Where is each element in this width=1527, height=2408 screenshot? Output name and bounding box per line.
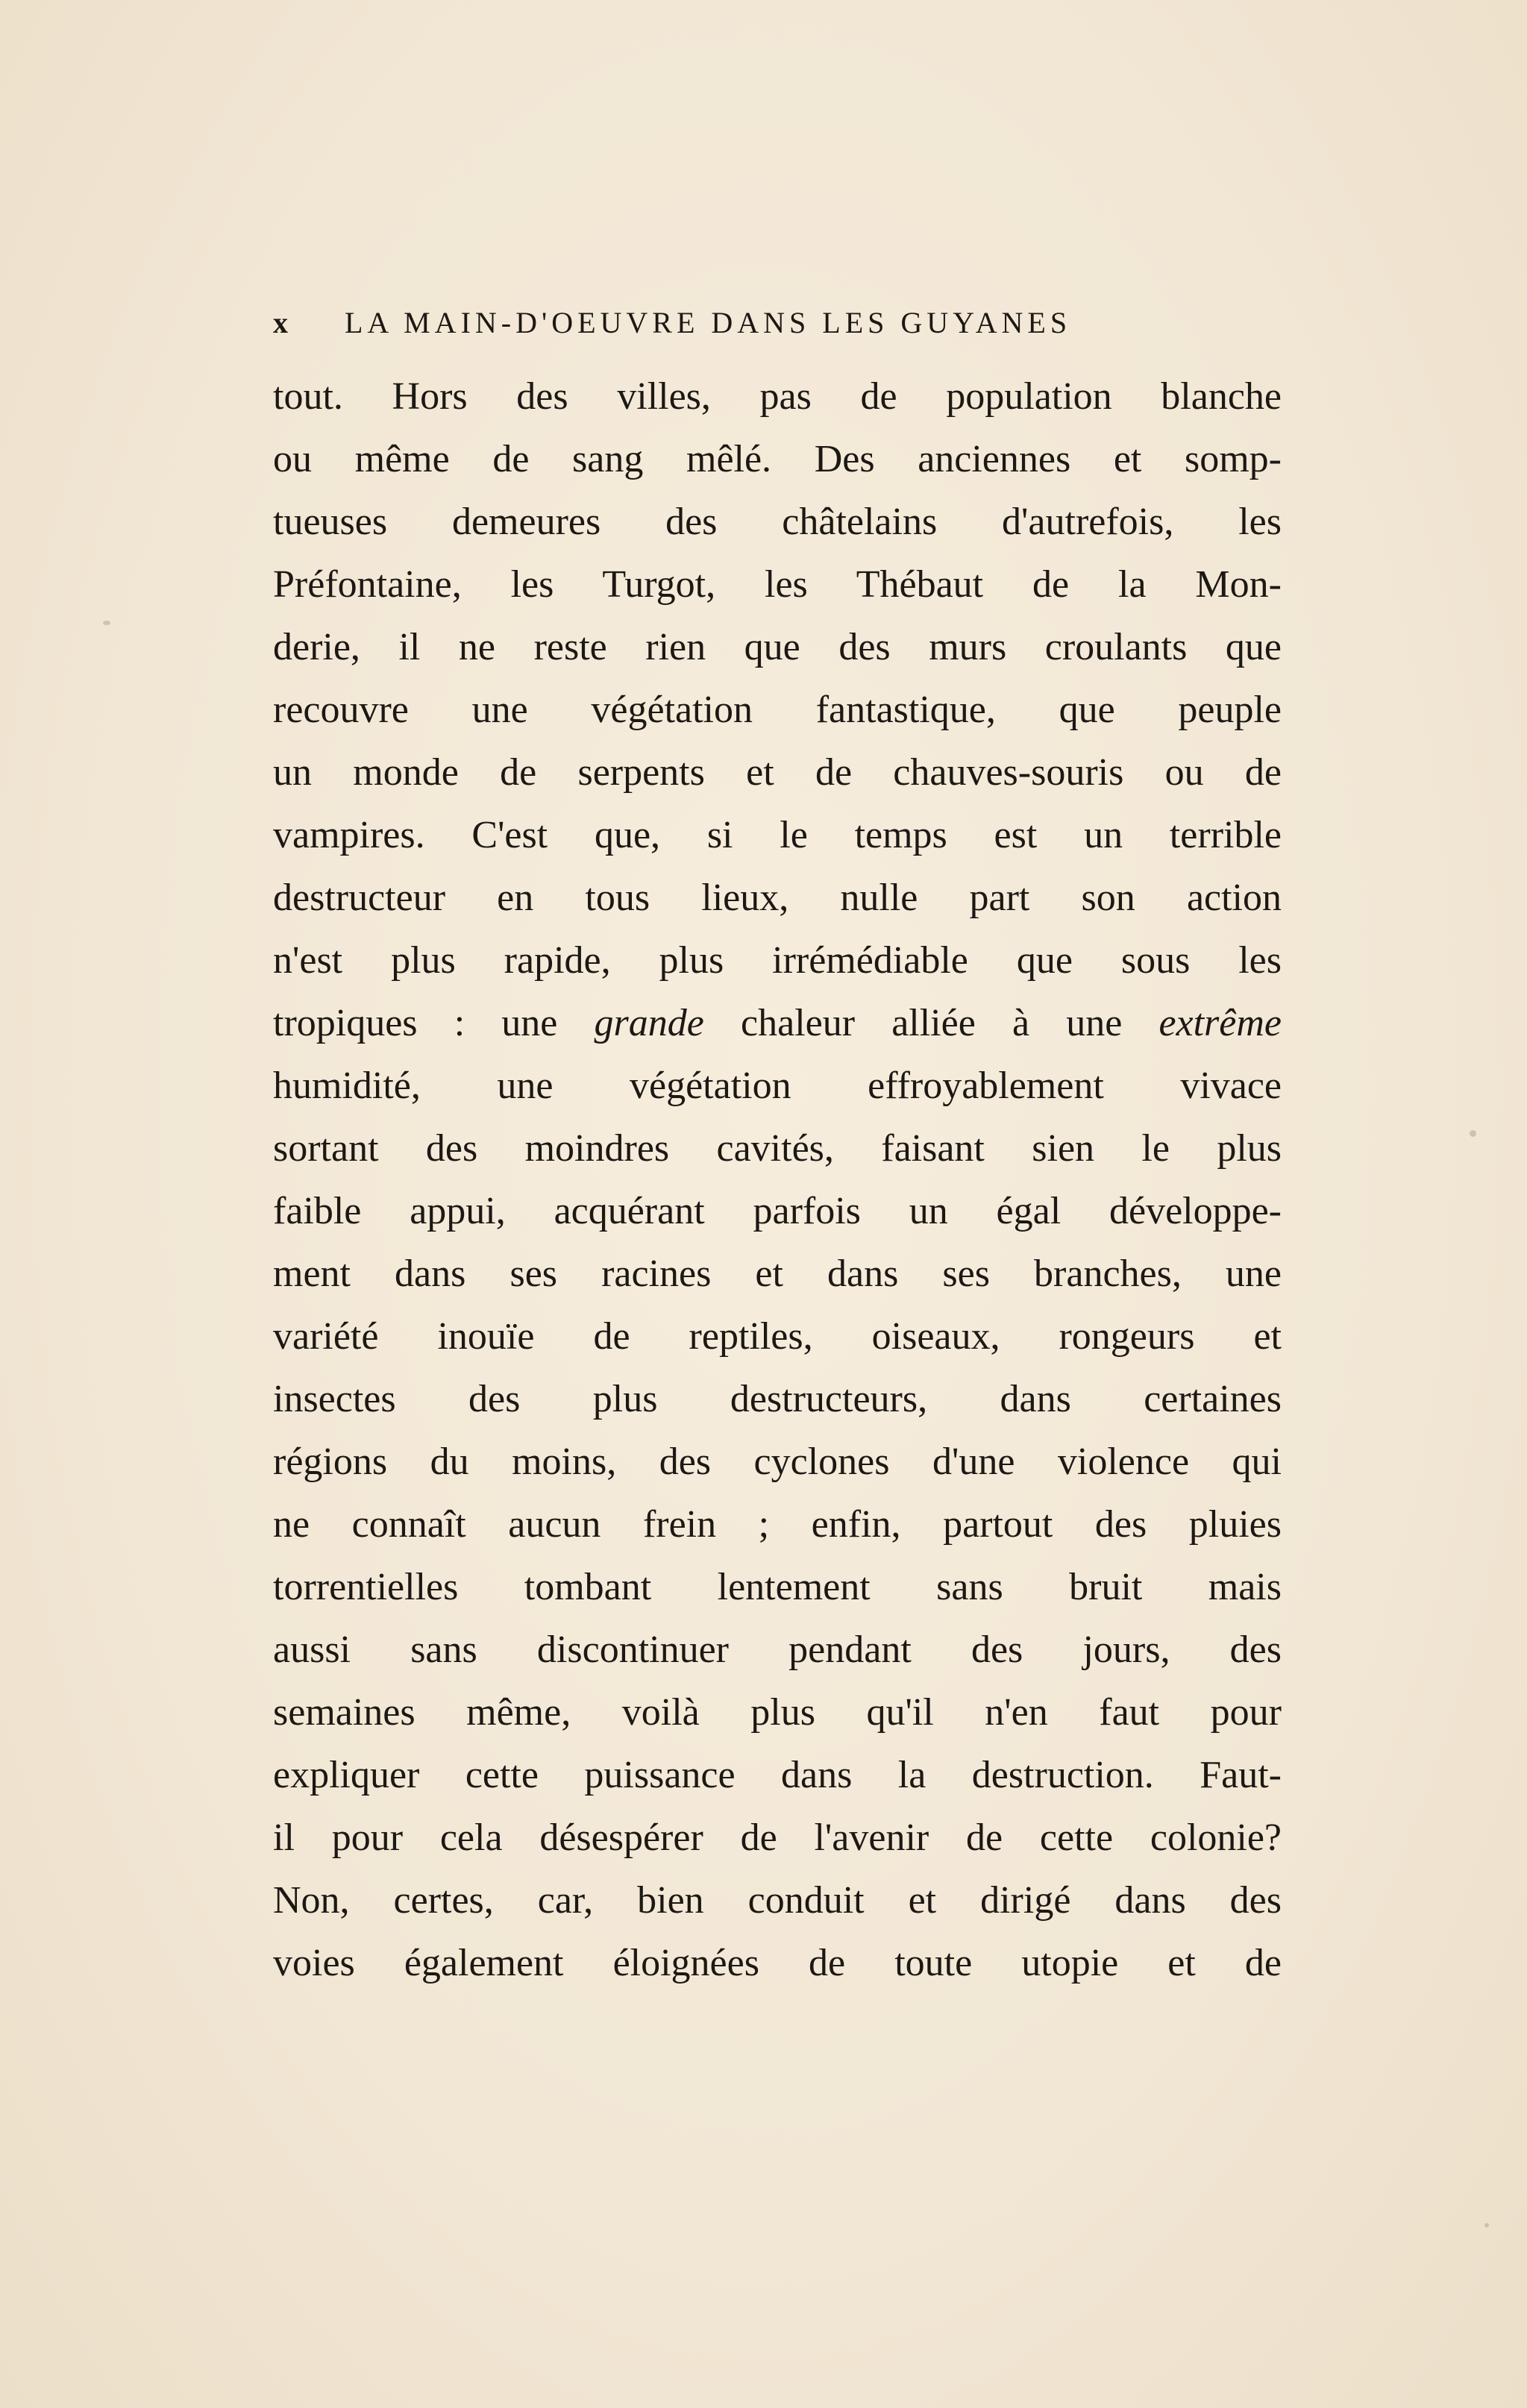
text-line: humidité, une végétation effroyablement vivace [273, 1065, 1282, 1107]
text-line: régions du moins, des cyclones d'une violence qui [273, 1440, 1282, 1483]
paper-speck [1470, 1130, 1476, 1137]
italic-word-extreme: extrême [1158, 1002, 1282, 1044]
text-line: expliquer cette puissance dans la destruction. Faut- [273, 1754, 1282, 1796]
paper-speck [103, 621, 110, 625]
body-text [273, 366, 1282, 1995]
text-line: voies également éloignées de toute utopie et de [273, 1942, 1282, 1984]
text-line: semaines même, voilà plus qu'il n'en faut pour [273, 1691, 1282, 1734]
text-line: vampires. C'est que, si le temps est un terrible [273, 814, 1282, 856]
text-line: n'est plus rapide, plus irrémédiable que sous les [273, 939, 1282, 982]
text-segment: chaleur alliée à une [703, 1002, 1159, 1044]
text-line: destructeur en tous lieux, nulle part son action [273, 877, 1282, 919]
text-line: torrentielles tombant lentement sans bruit mais [273, 1566, 1282, 1608]
text-line: il pour cela désespérer de l'avenir de cette colonie? [273, 1816, 1282, 1859]
text-segment: tropiques : une [273, 1002, 595, 1044]
paper-speck [1484, 2223, 1489, 2227]
text-line: aussi sans discontinuer pendant des jours, des [273, 1628, 1282, 1671]
italic-word-grande: grande [594, 1002, 704, 1044]
text-line: insectes des plus destructeurs, dans certaines [273, 1378, 1282, 1420]
text-line: tueuses demeures des châtelains d'autrefois, les [273, 501, 1282, 543]
text-line: sortant des moindres cavités, faisant sien le plus [273, 1127, 1282, 1170]
text-line: Non, certes, car, bien conduit et dirigé dans des [273, 1879, 1282, 1922]
text-line: tout. Hors des villes, pas de population blanche [273, 375, 1282, 418]
page-folio: x [273, 306, 288, 339]
running-title: LA MAIN-D'OEUVRE DANS LES GUYANES [345, 306, 1072, 339]
text-line: ment dans ses racines et dans ses branches, une [273, 1252, 1282, 1295]
text-line: faible appui, acquérant parfois un égal développe- [273, 1190, 1282, 1232]
text-line: ne connaît aucun frein ; enfin, partout des pluies [273, 1503, 1282, 1546]
text-line: ou même de sang mêlé. Des anciennes et somp- [273, 438, 1282, 480]
running-head [273, 304, 1213, 342]
text-line: derie, il ne reste rien que des murs croulants que [273, 626, 1282, 668]
text-line: recouvre une végétation fantastique, que peuple [273, 689, 1282, 731]
text-line: Préfontaine, les Turgot, les Thébaut de la Mon- [273, 563, 1282, 606]
text-line-with-italics [273, 992, 1282, 1055]
text-line: un monde de serpents et de chauves-souris ou de [273, 751, 1282, 794]
text-line: variété inouïe de reptiles, oiseaux, rongeurs et [273, 1315, 1282, 1358]
